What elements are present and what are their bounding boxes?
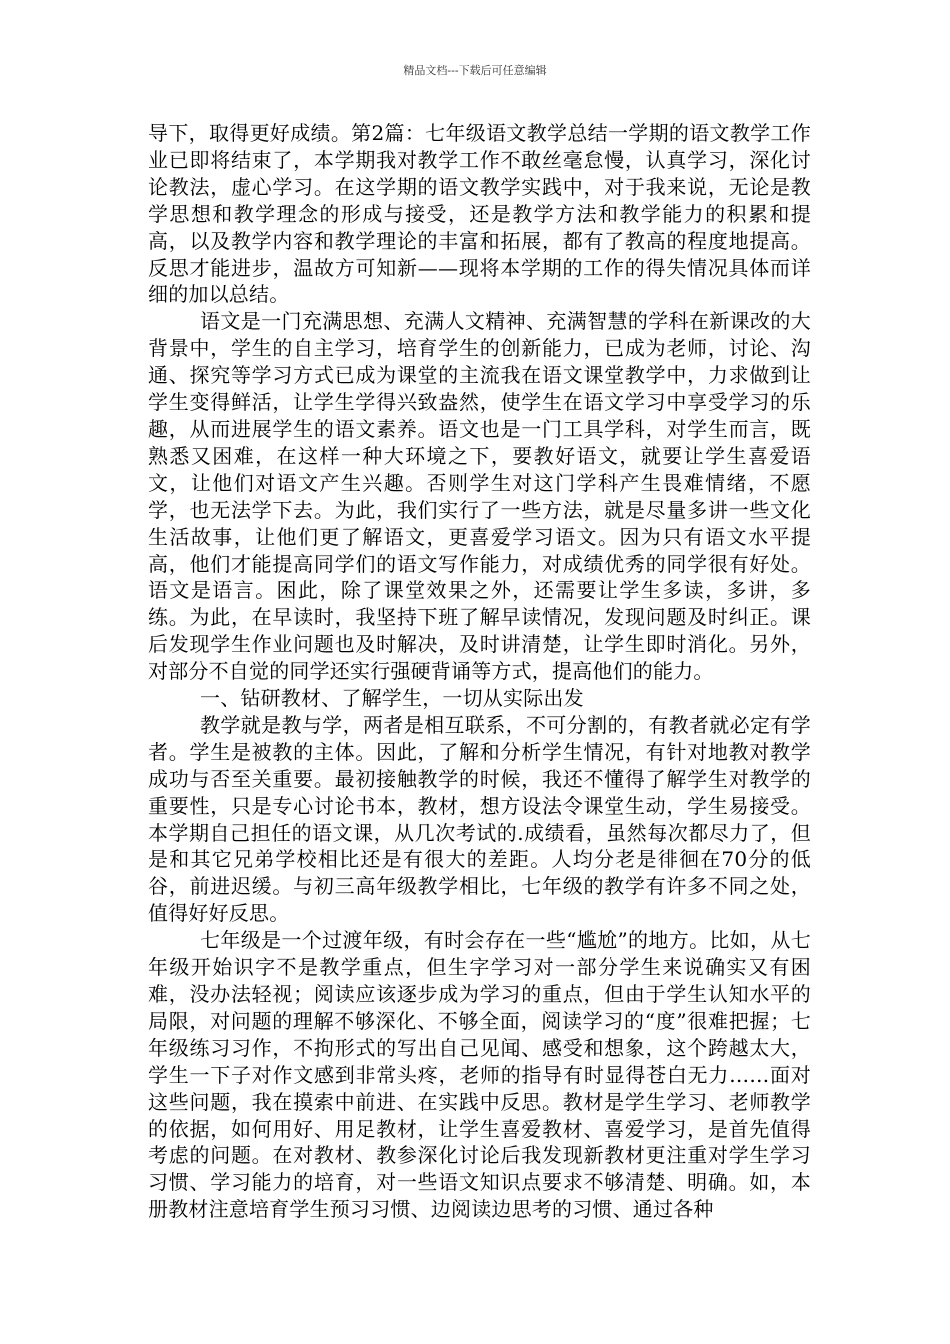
paragraph-chinese-subject: 语文是一门充满思想、充满人文精神、充满智慧的学科在新课改的大背景中，学生的自主学习，培育学生的创新能力，已成为老师，讨论、沟通、探究等学习方式已成为课堂的主流我在语文课堂教学中，力求做到让学生变得鲜活，让学生学得兴致盎然，使学生在语文学习中享受学习的乐趣，从而进展学生的语文素养。语文也是一门工具学科，对学生而言，既熟悉又困难，在这样一种大环境之下，要教好语文，就要让学生喜爱语文，让他们对语文产生兴趣。否则学生对这门学科产生畏难情绪，不愿学，也无法学下去。为此，我们实行了一些方法，就是尽量多讲一些文化生活故事，让他们更了解语文，更喜爱学习语文。因为只有语文水平提高，他们才能提高同学们的语文写作能力，对成绩优秀的同学很有好处。语文是语言。困此，除了课堂效果之外，还需要让学生多读，多讲，多练。为此，在早读时，我坚持下班了解早读情况，发现问题及时纠正。课后发现学生作业问题也及时解决，及时讲清楚，让学生即时消化。另外，对部分不自觉的同学还实行强硬背诵等方式，提高他们的能力。	[148, 309, 811, 684]
paragraph-grade-seven-transition: 七年级是一个过渡年级，有时会存在一些“尴尬”的地方。比如，从七年级开始识字不是教学重点，但生字学习对一部分学生来说确实又有困难，没办法轻视；阅读应该逐步成为学习的重点，但由于学生认知水平的局限，对问题的理解不够深化、不够全面，阅读学习的“度”很难把握；七年级练习习作，不拘形式的写出自己见闻、感受和想象，这个跨越太大，学生一下子对作文感到非常头疼，老师的指导有时显得苍白无力……面对这些问题，我在摸索中前进、在实践中反思。教材是学生学习、老师教学的依据，如何用好、用足教材，让学生喜爱教材、喜爱学习，是首先值得考虑的问题。在对教材、教参深化讨论后我发现新教材更注重对学生学习习惯、学习能力的培育，对一些语文知识点要求不够清楚、明确。如，本册教材注意培育学生预习习惯、边阅读边思考的习惯、通过各种	[148, 928, 811, 1222]
section-heading-study-materials: 一、钻研教材、了解学生，一切从实际出发	[200, 686, 584, 711]
document-body	[148, 120, 811, 1223]
paragraph-summary-intro: 导下，取得更好成绩。第2篇：七年级语文教学总结一学期的语文教学工作业已即将结束了，本学期我对教学工作不敢丝毫怠慢，认真学习，深化讨论教法，虚心学习。在这学期的语文教学实践中，对于我来说，无论是教学思想和教学理念的形成与接受，还是教学方法和教学能力的积累和提高，以及教学内容和教学理论的丰富和拓展，都有了教高的程度地提高。反思才能进步，温故方可知新——现将本学期的工作的得失情况具体而详细的加以总结。	[148, 121, 811, 307]
paragraph-teaching-students: 教学就是教与学，两者是相互联系，不可分割的，有教者就必定有学者。学生是被教的主体。因此，了解和分析学生情况，有针对地教对教学成功与否至关重要。最初接触教学的时候，我还不懂得了解学生对教学的重要性，只是专心讨论书本，教材，想方设法令课堂生动，学生易接受。本学期自己担任的语文课，从几次考试的.成绩看，虽然每次都尽力了，但是和其它兄弟学校相比还是有很大的差距。人均分老是徘徊在70分的低谷，前进迟缓。与初三高年级教学相比，七年级的教学有许多不同之处，值得好好反思。	[148, 712, 811, 926]
page-header-note: 精品文档---下载后可任意编辑	[403, 64, 547, 77]
